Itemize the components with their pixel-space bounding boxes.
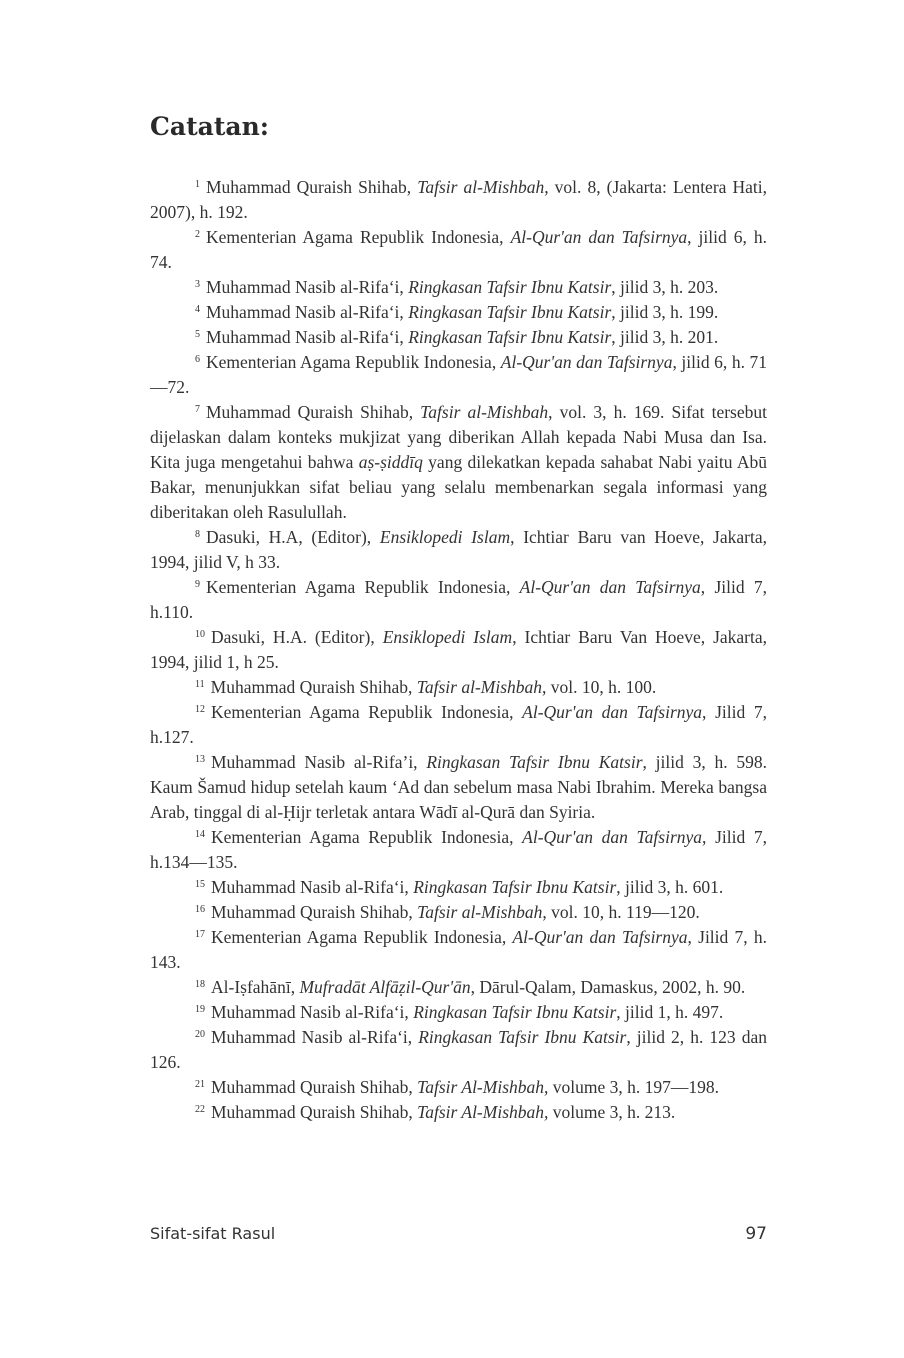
endnote-number: 22: [195, 1104, 205, 1115]
endnote-number: 9: [195, 579, 200, 590]
endnote-number: 18: [195, 979, 205, 990]
endnote: $^{12}$ Kementerian Agama Republik Indonesia, Al-Qur'an dan Tafsirnya, Jilid 7, h.127.: [150, 702, 767, 747]
endnote: $^8$ Dasuki, H.A, (Editor), Ensiklopedi Islam, Ichtiar Baru van Hoeve, Jakarta, 1994, jilid V, h 33.: [150, 527, 767, 572]
endnote-number: 16: [195, 904, 205, 915]
endnote-number: 4: [195, 304, 200, 315]
endnote-number: 12: [195, 704, 205, 715]
endnote: $^{20}$ Muhammad Nasib al-Rifa‘i, Ringkasan Tafsir Ibnu Katsir, jilid 2, h. 123 dan 126.: [150, 1027, 767, 1072]
endnote: $^{10}$ Dasuki, H.A. (Editor), Ensiklopedi Islam, Ichtiar Baru Van Hoeve, Jakarta, 1994, jilid 1, h 25.: [150, 627, 767, 672]
endnote-number: 5: [195, 329, 200, 340]
endnote-number: 10: [195, 629, 205, 640]
endnote-number: 21: [195, 1079, 205, 1090]
endnote: $^3$ Muhammad Nasib al-Rifa‘i, Ringkasan Tafsir Ibnu Katsir, jilid 3, h. 203.: [195, 277, 719, 297]
endnote: $^{21}$ Muhammad Quraish Shihab, Tafsir Al-Mishbah, volume 3, h. 197—198.: [195, 1077, 720, 1097]
endnote-number: 13: [195, 754, 205, 765]
endnote-number: 17: [195, 929, 205, 940]
endnote: $^{22}$ Muhammad Quraish Shihab, Tafsir Al-Mishbah, volume 3, h. 213.: [195, 1102, 676, 1122]
endnote-number: 20: [195, 1029, 205, 1040]
page-number: 97: [745, 1224, 767, 1244]
endnote: $^{15}$ Muhammad Nasib al-Rifa‘i, Ringkasan Tafsir Ibnu Katsir, jilid 3, h. 601.: [195, 877, 724, 897]
endnote: $^6$ Kementerian Agama Republik Indonesia, Al-Qur'an dan Tafsirnya, jilid 6, h. 71—72.: [150, 352, 768, 397]
endnote-number: 15: [195, 879, 205, 890]
endnote-number: 8: [195, 529, 200, 540]
endnote-number: 14: [195, 829, 205, 840]
endnote: $^{14}$ Kementerian Agama Republik Indonesia, Al-Qur'an dan Tafsirnya, Jilid 7, h.134—135.: [150, 827, 767, 872]
page-title: Catatan:: [150, 112, 269, 141]
endnote-number: 1: [195, 179, 200, 190]
endnote-number: 2: [195, 229, 200, 240]
endnote-number: 11: [195, 679, 205, 690]
endnote-number: 6: [195, 354, 200, 365]
endnote: $^{11}$ Muhammad Quraish Shihab, Tafsir al-Mishbah, vol. 10, h. 100.: [195, 677, 657, 697]
endnotes-list: [150, 175, 767, 1125]
endnote: $^1$ Muhammad Quraish Shihab, Tafsir al-Mishbah, vol. 8, (Jakarta: Lentera Hati, 2007), h. 192.: [150, 177, 767, 222]
endnote: $^{19}$ Muhammad Nasib al-Rifa‘i, Ringkasan Tafsir Ibnu Katsir, jilid 1, h. 497.: [195, 1002, 724, 1022]
endnote-number: 7: [195, 404, 200, 415]
endnote: $^2$ Kementerian Agama Republik Indonesia, Al-Qur'an dan Tafsirnya, jilid 6, h. 74.: [150, 227, 768, 272]
endnote: $^4$ Muhammad Nasib al-Rifa‘i, Ringkasan Tafsir Ibnu Katsir, jilid 3, h. 199.: [195, 302, 719, 322]
endnote: $^7$ Muhammad Quraish Shihab, Tafsir al-Mishbah, vol. 3, h. 169. Sifat tersebut dijelaskan dalam konteks mukjizat yang diberikan Allah kepada Nabi Musa dan Isa. Kita juga mengetahui bahwa aṣ-ṣiddīq yang dilekatkan kepada sahabat Nabi yaitu Abū Bakar, menunjukkan sifat beliau yang selalu membenarkan segala informasi yang diberitakan oleh Rasulullah.: [150, 402, 767, 522]
endnote: $^9$ Kementerian Agama Republik Indonesia, Al-Qur'an dan Tafsirnya, Jilid 7, h.110.: [150, 577, 767, 622]
running-footer-title: Sifat-sifat Rasul: [150, 1224, 276, 1243]
endnote: $^5$ Muhammad Nasib al-Rifa‘i, Ringkasan Tafsir Ibnu Katsir, jilid 3, h. 201.: [195, 327, 719, 347]
endnote-number: 3: [195, 279, 200, 290]
endnote-number: 19: [195, 1004, 205, 1015]
endnote: $^{17}$ Kementerian Agama Republik Indonesia, Al-Qur'an dan Tafsirnya, Jilid 7, h. 143.: [150, 927, 768, 972]
endnote: $^{16}$ Muhammad Quraish Shihab, Tafsir al-Mishbah, vol. 10, h. 119—120.: [195, 902, 700, 922]
endnote: $^{13}$ Muhammad Nasib al-Rifa’i, Ringkasan Tafsir Ibnu Katsir, jilid 3, h. 598. Kaum Šamud hidup setelah kaum ‘Ad dan sebelum masa Nabi Ibrahim. Mereka bangsa Arab, tinggal di al-Ḥijr terletak antara Wādī al-Qurā dan Syiria.: [150, 752, 767, 822]
endnote: $^{18}$ Al-Iṣfahānī, Mufradāt Alfāẓil-Qur'ān, Dārul-Qalam, Damaskus, 2002, h. 90.: [195, 977, 746, 997]
